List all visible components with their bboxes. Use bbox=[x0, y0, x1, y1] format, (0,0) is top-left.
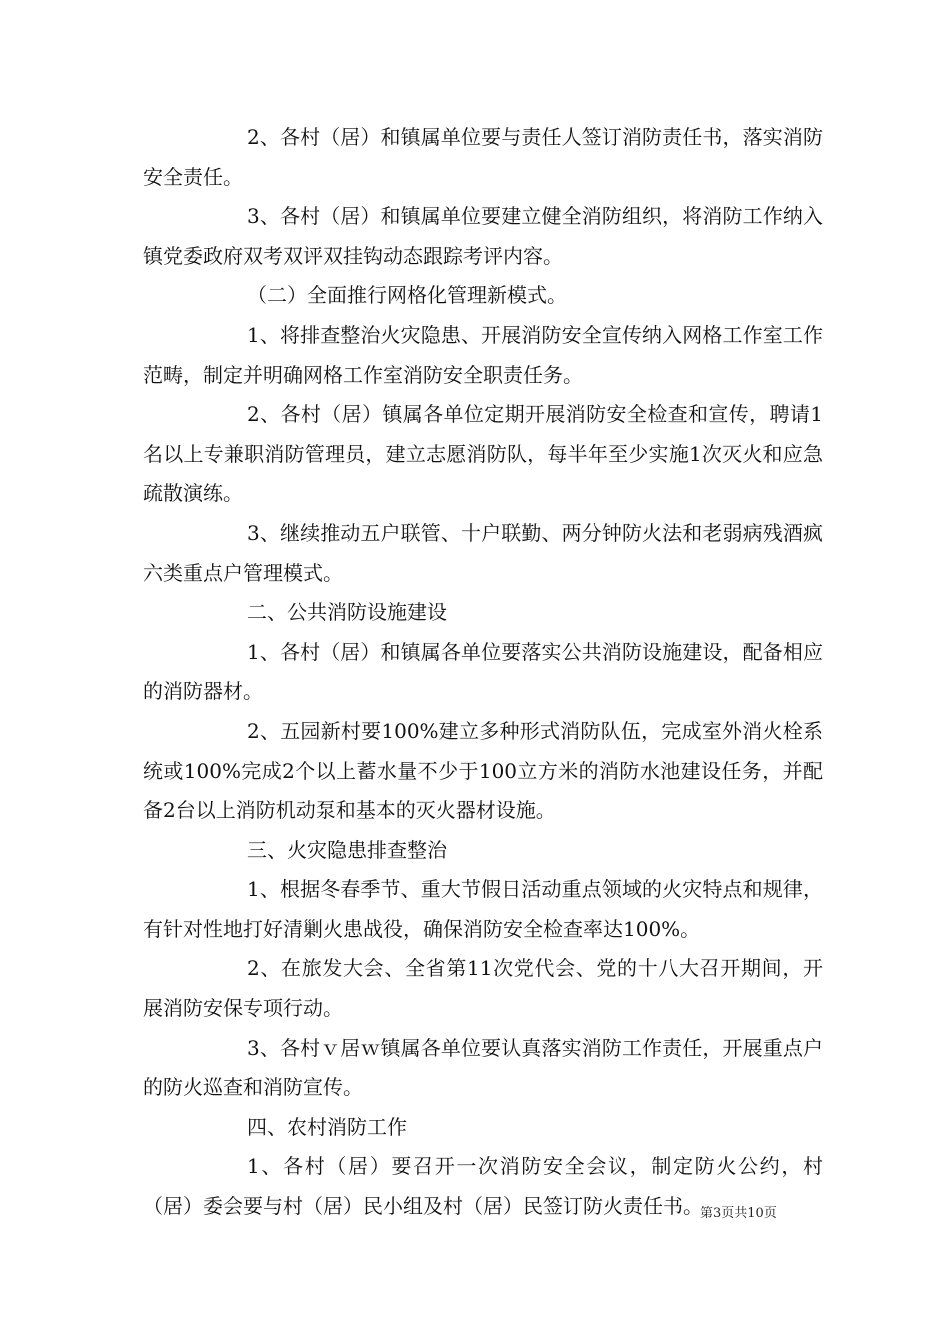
paragraph: 1、将排查整治火灾隐患、开展消防安全宣传纳入网格工作室工作范畴，制定并明确网格工作室消防安全职责任务。 bbox=[143, 322, 823, 387]
paragraph: 2、五园新村要100%建立多种形式消防队伍，完成室外消火栓系统或100%完成2个以上蓄水量不少于100立方米的消防水池建设任务，并配备2台以上消防机动泵和基本的灭火器材设施。 bbox=[143, 718, 823, 823]
page-number: 第3页共10页 bbox=[700, 1206, 777, 1221]
paragraph: 2、各村（居）镇属各单位定期开展消防安全检查和宣传，聘请1名以上专兼职消防管理员，建立志愿消防队，每半年至少实施1次灭火和应急疏散演练。 bbox=[143, 402, 823, 506]
paragraph: 3、各村（居）和镇属单位要建立健全消防组织，将消防工作纳入镇党委政府双考双评双挂钩动态跟踪考评内容。 bbox=[143, 204, 823, 268]
paragraph: 3、各村ｖ居ｗ镇属各单位要认真落实消防工作责任，开展重点户的防火巡查和消防宣传。 bbox=[143, 1035, 823, 1100]
section-heading: 二、公共消防设施建设 bbox=[247, 600, 447, 625]
paragraph: 1、各村（居）和镇属各单位要落实公共消防设施建设，配备相应的消防器材。 bbox=[143, 639, 823, 704]
section-heading: 三、火灾隐患排查整治 bbox=[247, 837, 447, 862]
paragraph: 1、根据冬春季节、重大节假日活动重点领域的火灾特点和规律，有针对性地打好清剿火患战役，确保消防安全检查率达100%。 bbox=[143, 877, 823, 941]
paragraph: 1、各村（居）要召开一次消防安全会议，制定防火公约，村（居）委会要与村（居）民小组及村（居）民签订防火责任书。 bbox=[143, 1154, 823, 1219]
section-subheading: （二）全面推行网格化管理新模式。 bbox=[247, 283, 567, 308]
paragraph: 2、各村（居）和镇属单位要与责任人签订消防责任书，落实消防安全责任。 bbox=[143, 125, 823, 189]
section-heading: 四、农村消防工作 bbox=[247, 1114, 407, 1139]
paragraph: 2、在旅发大会、全省第11次党代会、党的十八大召开期间，开展消防安保专项行动。 bbox=[143, 956, 823, 1021]
document-body bbox=[143, 118, 823, 1227]
paragraph: 3、继续推动五户联管、十户联勤、两分钟防火法和老弱病残酒疯六类重点户管理模式。 bbox=[143, 520, 823, 585]
